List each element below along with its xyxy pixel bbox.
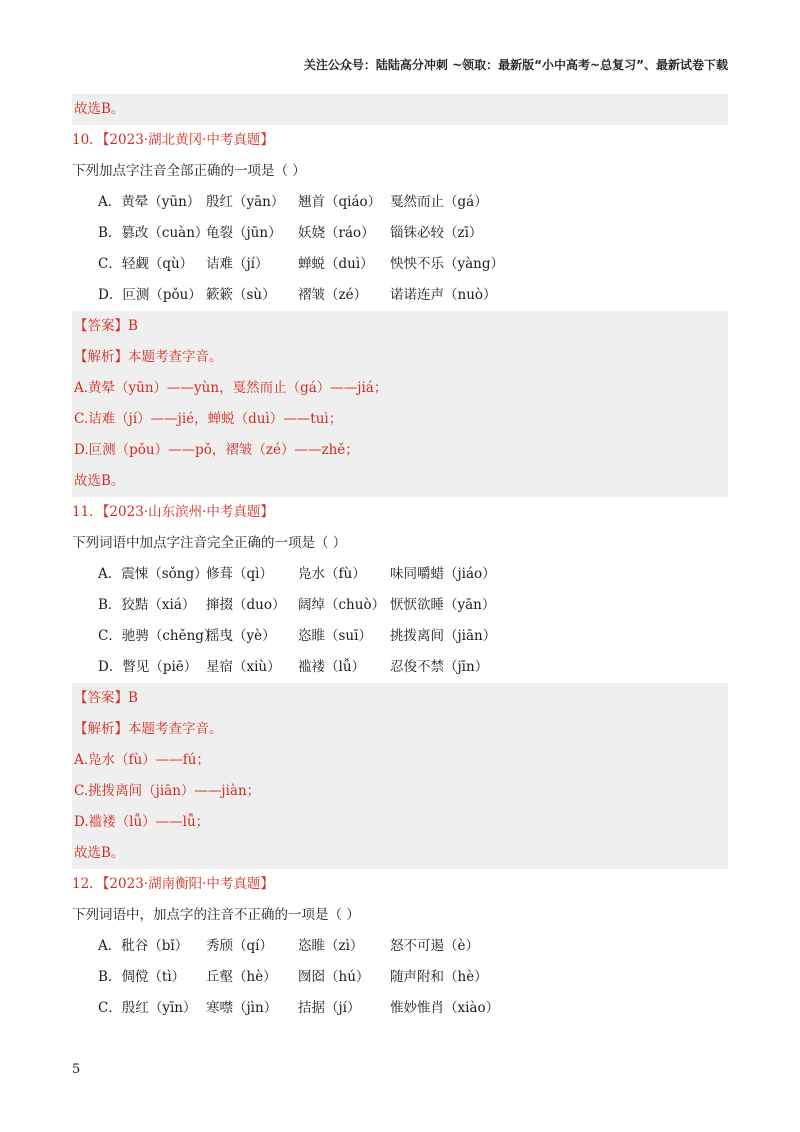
option-item: 撺掇（duo） bbox=[206, 597, 286, 613]
option-item: B．狡黠（xiá） bbox=[98, 597, 196, 613]
option-item: 囫囵（hú） bbox=[298, 969, 370, 985]
option-item: A．震悚（sǒng） bbox=[98, 566, 208, 582]
question-10-note-a: A.黄晕（yūn）——yùn，戛然而止（gá）——jiá； bbox=[72, 373, 728, 404]
question-11-note-c: C.挑拨离间（jiān）——jiàn； bbox=[72, 776, 728, 807]
question-10-option-d bbox=[72, 280, 728, 311]
option-item: 褶皱（zé） bbox=[298, 287, 368, 303]
question-11-option-b bbox=[72, 590, 728, 621]
question-12-title: 12．【2023·湖南衡阳·中考真题】 bbox=[72, 876, 274, 892]
question-10-option-b bbox=[72, 218, 728, 249]
question-10-note-d: D.叵测（pǒu）——pǒ，褶皱（zé）——zhě； bbox=[72, 435, 728, 466]
option-item: 戛然而止（gá） bbox=[390, 194, 488, 210]
question-11-answer: 【答案】B bbox=[72, 683, 728, 714]
option-item: 妖娆（ráo） bbox=[298, 225, 375, 241]
question-11-conclusion: 故选B。 bbox=[72, 838, 728, 869]
option-item: 凫水（fù） bbox=[298, 566, 366, 582]
option-item: C．轻觑（qù） bbox=[98, 256, 194, 272]
option-item: 怒不可遏（è） bbox=[390, 938, 479, 954]
option-item: 翘首（qiáo） bbox=[298, 194, 382, 210]
conclusion-q9: 故选B。 bbox=[72, 94, 728, 125]
question-12-option-c bbox=[72, 993, 728, 1024]
option-item: C．驰骋（chěng） bbox=[98, 628, 218, 644]
option-item: C．殷红（yīn） bbox=[98, 1000, 197, 1016]
option-item: 龟裂（jūn） bbox=[206, 225, 282, 241]
question-11-option-c bbox=[72, 621, 728, 652]
option-item: 拮据（jí） bbox=[298, 1000, 361, 1016]
option-item: 褴褛（lǚ） bbox=[298, 659, 366, 675]
question-12-option-b bbox=[72, 962, 728, 993]
option-item: B．篡改（cuàn） bbox=[98, 225, 209, 241]
option-item: 诺诺连声（nuò） bbox=[390, 287, 497, 303]
question-10-option-a bbox=[72, 187, 728, 218]
question-10-answer: 【答案】B bbox=[72, 311, 728, 342]
option-item: 丘壑（hè） bbox=[206, 969, 277, 985]
question-10-prompt: 下列加点字注音全部正确的一项是（ ） bbox=[72, 163, 306, 179]
option-item: D．瞥见（piē） bbox=[98, 659, 198, 675]
question-11-option-a bbox=[72, 559, 728, 590]
option-item: A．黄晕（yūn） bbox=[98, 194, 201, 210]
page-header: 关注公众号：陆陆高分冲刺 ~领取：最新版“小中高考~总复习”、最新试卷下载 bbox=[303, 58, 728, 72]
option-item: 簌簌（sù） bbox=[206, 287, 276, 303]
question-11-note-a: A.凫水（fù）——fú； bbox=[72, 745, 728, 776]
question-12-prompt: 下列词语中，加点字的注音不正确的一项是（ ） bbox=[72, 907, 360, 923]
option-item: 锱铢必较（zī） bbox=[390, 225, 483, 241]
option-item: 随声附和（hè） bbox=[390, 969, 488, 985]
question-10-analysis: 【解析】本题考查字音。 bbox=[72, 342, 728, 373]
option-item: 怏怏不乐（yàng） bbox=[390, 256, 505, 272]
option-item: 阔绰（chuò） bbox=[298, 597, 386, 613]
question-11-title: 11．【2023·山东滨州·中考真题】 bbox=[72, 504, 274, 520]
option-item: A．秕谷（bǐ） bbox=[98, 938, 189, 954]
option-item: 修葺（qì） bbox=[206, 566, 273, 582]
option-item: 蝉蜕（duì） bbox=[298, 256, 374, 272]
option-item: 恹恹欲睡（yān） bbox=[390, 597, 496, 613]
question-10-note-c: C.诘难（jí）——jié，蝉蜕（duì）——tuì； bbox=[72, 404, 728, 435]
option-item: 恣睢（suī） bbox=[298, 628, 372, 644]
option-item: 摇曳（yè） bbox=[206, 628, 276, 644]
question-10-title: 10．【2023·湖北黄冈·中考真题】 bbox=[72, 132, 274, 148]
question-10-conclusion: 故选B。 bbox=[72, 466, 728, 497]
option-item: 忍俊不禁（jīn） bbox=[390, 659, 489, 675]
page-number: 5 bbox=[72, 1062, 81, 1077]
question-11-option-d bbox=[72, 652, 728, 683]
option-item: 秀颀（qí） bbox=[206, 938, 273, 954]
option-item: 殷红（yān） bbox=[206, 194, 285, 210]
option-item: 惟妙惟肖（xiào） bbox=[390, 1000, 500, 1016]
question-11-analysis: 【解析】本题考查字音。 bbox=[72, 714, 728, 745]
option-item: 恣睢（zì） bbox=[298, 938, 364, 954]
option-item: 星宿（xiù） bbox=[206, 659, 281, 675]
option-item: 味同嚼蜡（jiáo） bbox=[390, 566, 496, 582]
question-11-note-d: D.褴褛（lǚ）——lǚ； bbox=[72, 807, 728, 838]
question-10-option-c bbox=[72, 249, 728, 280]
page-content bbox=[72, 94, 728, 1024]
question-12-option-a bbox=[72, 931, 728, 962]
option-item: 诘难（jí） bbox=[206, 256, 269, 272]
option-item: 挑拨离间（jiān） bbox=[390, 628, 497, 644]
option-item: D．叵测（pǒu） bbox=[98, 287, 202, 303]
question-11-prompt: 下列词语中加点字注音完全正确的一项是（ ） bbox=[72, 535, 347, 551]
option-item: 寒噤（jìn） bbox=[206, 1000, 278, 1016]
option-item: B．倜傥（tì） bbox=[98, 969, 186, 985]
